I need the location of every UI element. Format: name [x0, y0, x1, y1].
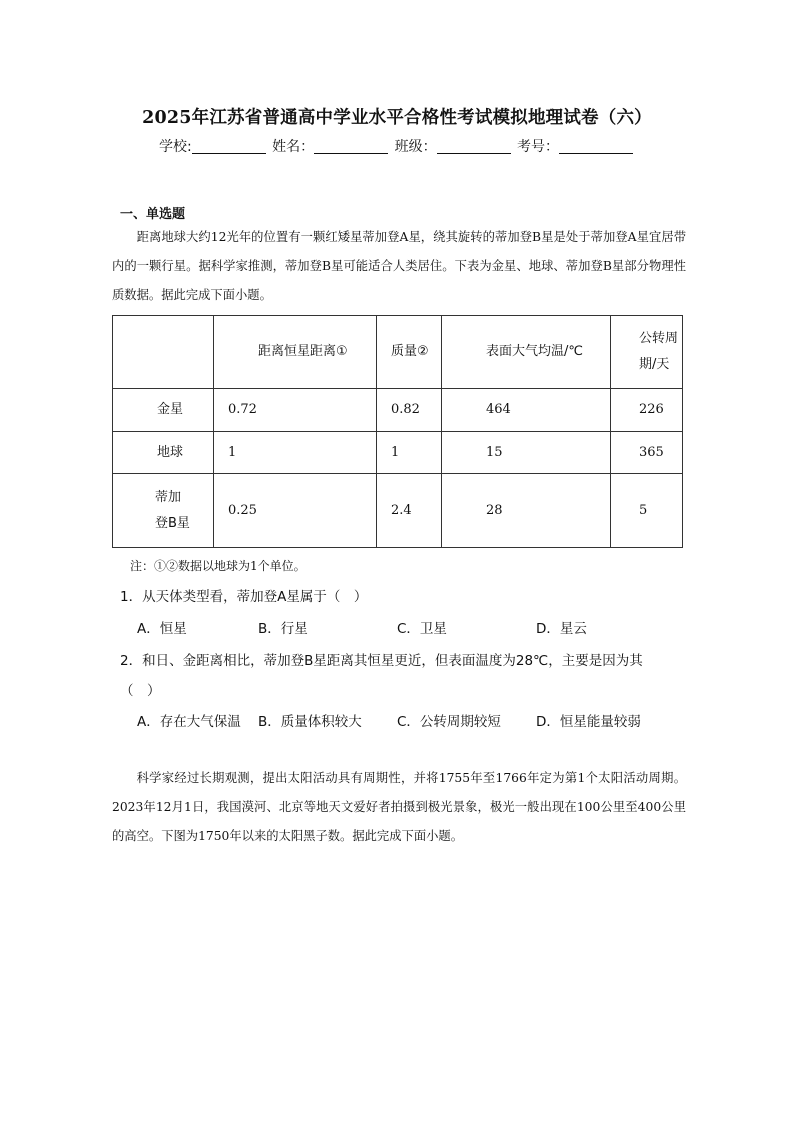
table-cell: 0.72	[214, 389, 377, 432]
school-label: 学校:	[158, 139, 192, 155]
table-cell: 365	[611, 432, 683, 474]
q2-option-a[interactable]: A．存在大气保温	[137, 714, 241, 730]
name-label: 姓名：	[272, 139, 315, 155]
table-row	[113, 432, 683, 474]
table-cell: 464	[442, 389, 611, 432]
name-blank	[314, 139, 388, 154]
table-cell: 5	[611, 474, 683, 548]
table-cell: 地球	[113, 432, 214, 474]
table-row	[113, 389, 683, 432]
table-cell: 15	[442, 432, 611, 474]
table-header-cell: 表面大气均温/℃	[442, 316, 611, 389]
table-cell: 0.25	[214, 474, 377, 548]
section-heading: 一、单选题	[120, 207, 186, 222]
table-cell: 2.4	[377, 474, 442, 548]
table-cell: 1	[377, 432, 442, 474]
table-header-cell	[113, 316, 214, 389]
question-1-stem: 1．从天体类型看，蒂加登A星属于（ ）	[120, 589, 368, 605]
table-cell: 226	[611, 389, 683, 432]
table-header-cell: 公转周期/天	[611, 316, 683, 389]
table-cell: 28	[442, 474, 611, 548]
q1-option-a[interactable]: A．恒星	[137, 621, 187, 637]
table-cell: 蒂加登B星	[113, 474, 214, 548]
exam-no-label: 考号：	[517, 139, 560, 155]
question-2-stem-cont: （ ）	[120, 683, 161, 699]
q2-option-d[interactable]: D．恒星能量较弱	[536, 714, 641, 730]
table-cell: 1	[214, 432, 377, 474]
page-title: 2025年江苏省普通高中学业水平合格性考试模拟地理试卷（六）	[142, 108, 652, 128]
table-header-cell: 质量②	[377, 316, 442, 389]
q1-option-c[interactable]: C．卫星	[397, 621, 447, 637]
class-label: 班级：	[394, 139, 437, 155]
q1-option-d[interactable]: D．星云	[536, 621, 587, 637]
school-blank	[192, 139, 266, 154]
student-info-line	[0, 136, 794, 156]
exam-no-blank	[559, 139, 633, 154]
passage-2	[112, 764, 686, 851]
table-header-row	[113, 316, 683, 389]
table-row	[113, 474, 683, 548]
class-blank	[437, 139, 511, 154]
passage-1	[112, 223, 686, 310]
table-cell: 0.82	[377, 389, 442, 432]
table-cell: 金星	[113, 389, 214, 432]
passage-2-text: 科学家经过长期观测，提出太阳活动具有周期性，并将1755年至1766年定为第1个太阳活动周期。2023年12月1日，我国漠河、北京等地天文爱好者拍摄到极光景象，极光一般出现在100公里至400公里的高空。下图为1750年以来的太阳黑子数。据此完成下面小题。	[112, 771, 686, 843]
q1-option-b[interactable]: B．行星	[258, 621, 308, 637]
planet-data-table	[112, 315, 683, 548]
q2-option-c[interactable]: C．公转周期较短	[397, 714, 501, 730]
table-header-cell: 距离恒星距离①	[214, 316, 377, 389]
table-note: 注：①②数据以地球为1个单位。	[130, 559, 306, 573]
question-2-stem: 2．和日、金距离相比，蒂加登B星距离其恒星更近，但表面温度为28℃，主要是因为其	[120, 653, 643, 669]
passage-1-text: 距离地球大约12光年的位置有一颗红矮星蒂加登A星，绕其旋转的蒂加登B星是处于蒂加登A星宜居带内的一颗行星。据科学家推测，蒂加登B星可能适合人类居住。下表为金星、地球、蒂加登B星部分物理性质数据。据此完成下面小题。	[112, 230, 686, 302]
q2-option-b[interactable]: B．质量体积较大	[258, 714, 362, 730]
